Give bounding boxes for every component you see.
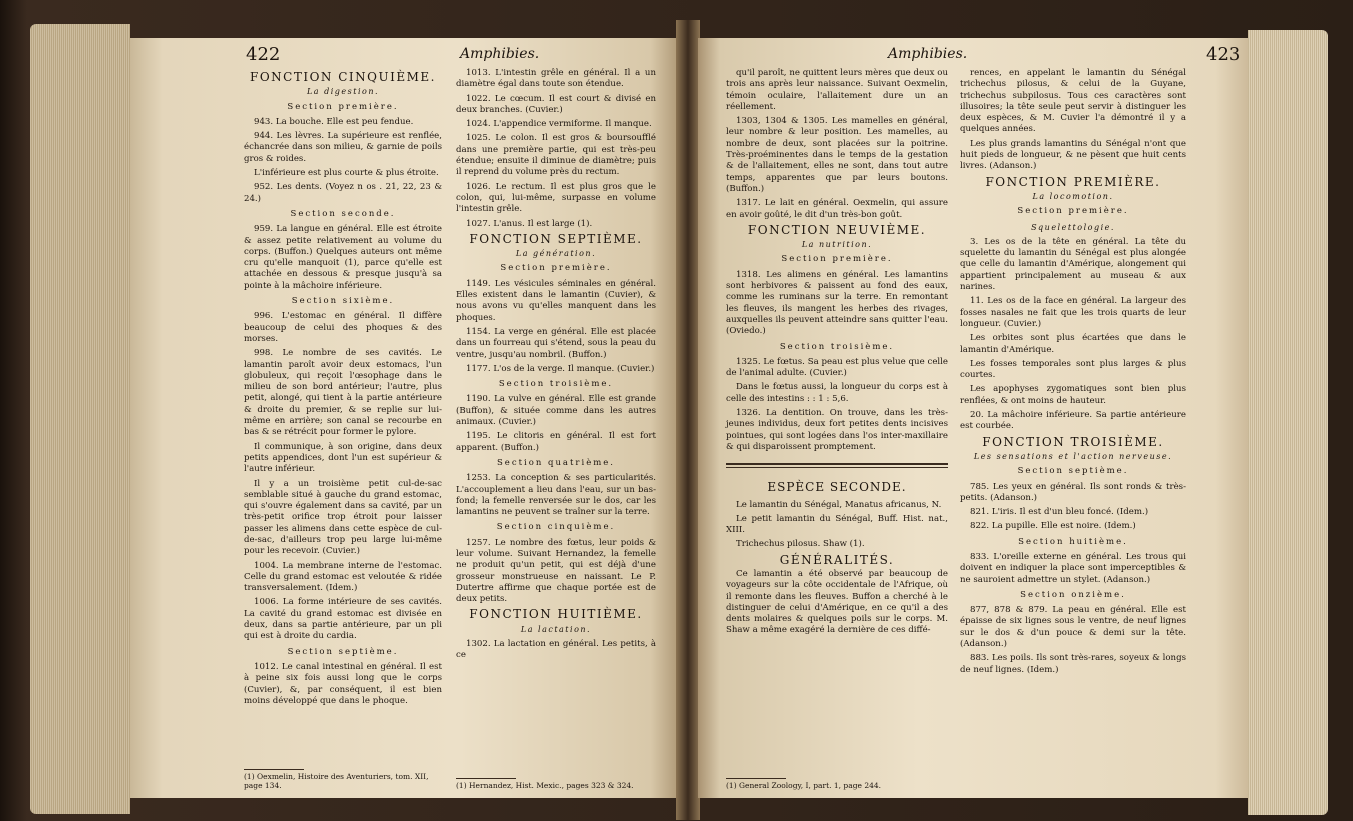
- footnote: (1) Oexmelin, Histoire des Aventuriers, tom. XII, page 134.: [244, 769, 442, 790]
- paragraph: 1006. La forme intérieure de ses cavités. La cavité du grand estomac est divisée en deux, dans sa partie antérieure, par un pli qui est à droite du cardia.: [244, 597, 442, 642]
- paragraph: 996. L'estomac en général. Il diffère beaucoup de celui des phoques & des morses.: [244, 311, 442, 344]
- paragraph: 877, 878 & 879. La peau en général. Elle est épaisse de six lignes sous le ventre, de neuf lignes sur le dos & d'un pouce & demi sur la tête. (Adanson.): [960, 605, 1186, 650]
- paragraph: 998. Le nombre de ses cavités. Le lamantin paroît avoir deux estomacs, l'un globuleux, qui reçoit l'œsophage dans le milieu de son bord antérieur; l'autre, plus petit, alongé, qui tient à la partie antérieure & droite du premier, & se replie sur lui-même en arrière; son canal se recourbe en bas & se rétrécit pour former le pylore.: [244, 348, 442, 438]
- paragraph: 1154. La verge en général. Elle est placée dans un fourreau qui s'étend, sous la peau du ventre, jusqu'au nombril. (Buffon.): [456, 326, 656, 360]
- left-page: [130, 38, 678, 798]
- paragraph: 11. Les os de la face en général. La largeur des fosses nasales ne fait que les trois quarts de leur longueur. (Cuvier.): [960, 296, 1186, 329]
- paragraph: 943. La bouche. Elle est peu fendue.: [254, 116, 414, 127]
- section-heading: FONCTION HUITIÈME.: [469, 607, 643, 622]
- section-title: Section première.: [781, 254, 893, 265]
- right-page: [698, 38, 1248, 798]
- section-title: Section première.: [287, 101, 399, 112]
- subheading: La digestion.: [306, 87, 380, 97]
- paragraph: 833. L'oreille externe en général. Les trous qui doivent en indiquer la place sont imperceptibles & ne sauroient admettre un stylet. (Adanson.): [960, 551, 1186, 585]
- paragraph: 1253. La conception & ses particularités. L'accouplement a lieu dans l'eau, sur un bas-fond; la femelle renversée sur le dos, car les lamantins ne peuvent se traîner sur la terre.: [456, 473, 656, 518]
- section-title: Section septième.: [1017, 466, 1129, 477]
- paragraph: 20. La mâchoire inférieure. Sa partie antérieure est courbée.: [960, 410, 1186, 432]
- paragraph: Les apophyses zygomatiques sont bien plus renflées, & ont moins de hauteur.: [960, 384, 1186, 406]
- paragraph: 1325. Le fœtus. Sa peau est plus velue que celle de l'animal adulte. (Cuvier.): [726, 356, 948, 379]
- paragraph: 883. Les poils. Ils sont très-rares, soyeux & longs de neuf lignes. (Idem.): [960, 653, 1186, 675]
- paragraph: 1317. Le lait en général. Oexmelin, qui assure en avoir goûté, le dit d'un très-bon goût.: [726, 198, 948, 220]
- paragraph: Le petit lamantin du Sénégal, Buff. Hist. nat., XIII.: [726, 513, 948, 536]
- paragraph: 1177. L'os de la verge. Il manque. (Cuvier.): [466, 363, 655, 374]
- page-edges-left: [30, 24, 130, 814]
- paragraph: 1022. Le cœcum. Il est court & divisé en deux branches. (Cuvier.): [456, 93, 656, 115]
- paragraph: 952. Les dents. (Voyez n os . 21, 22, 23 & 24.): [244, 182, 442, 204]
- section-title: Section quatrième.: [496, 457, 616, 468]
- section-heading: GÉNÉRALITÉS.: [779, 552, 895, 567]
- subheading: Les sensations et l'action nerveuse.: [973, 451, 1173, 461]
- paragraph: rences, en appelant le lamantin du Sénégal trichechus pilosus, & celui de la Guyane, trichechus subpilosus. Tous ces caractères sont illusoires; la tête seule peut servir à distinguer les deux espèces, & M. Cuvier l'a démontré il y a quelques années.: [960, 68, 1186, 135]
- paragraph: 785. Les yeux en général. Ils sont ronds & très-petits. (Adanson.): [960, 481, 1186, 503]
- right-column-1: [726, 68, 948, 640]
- paragraph: L'inférieure est plus courte & plus étroite.: [254, 168, 439, 179]
- paragraph: 1149. Les vésicules séminales en général. Elles existent dans le lamantin (Cuvier), & nous avons vu qu'elles manquent dans les phoques.: [456, 278, 656, 323]
- paragraph: 821. L'iris. Il est d'un bleu foncé. (Idem.): [970, 507, 1149, 518]
- paragraph: 1303, 1304 & 1305. Les mamelles en général, leur nombre & leur position. Les mamelles, au nombre de deux, sont placées sur la poitrine. Très-proéminentes dans le temps de la gestation & de l'allaitement, elles ne sont, dans tout autre temps, apparentes que par leurs boutons. (Buffon.): [726, 116, 948, 194]
- page-number: 423: [1206, 44, 1241, 65]
- species-heading: ESPÈCE SECONDE.: [767, 480, 907, 495]
- page-edges-right: [1248, 30, 1328, 815]
- page-number: 422: [246, 44, 281, 65]
- paragraph: Les fosses temporales sont plus larges & plus courtes.: [960, 358, 1186, 381]
- running-head: Amphibies.: [888, 46, 968, 62]
- section-heading: FONCTION SEPTIÈME.: [469, 231, 643, 246]
- paragraph: 1257. Le nombre des fœtus, leur poids & leur volume. Suivant Hernandez, la femelle ne produit qu'un petit, qui est déjà d'une grosseur monstrueuse en naissant. Le P. Dutertre affirme que chaque portée est de deux petits.: [456, 537, 656, 605]
- subheading: La locomotion.: [1032, 191, 1114, 201]
- section-heading: FONCTION PREMIÈRE.: [985, 174, 1161, 189]
- left-column-2: [456, 68, 656, 665]
- paragraph: 1318. Les alimens en général. Les lamantins sont herbivores & paissent au fond des eaux, comme les ruminans sur la terre. En remontant les fleuves, ils mangent les herbes des rivages, auxquelles ils peuvent atteindre sans quitter l'eau. (Oviedo.): [726, 269, 948, 337]
- section-title: Section onzième.: [1020, 589, 1126, 600]
- double-rule: [726, 463, 948, 468]
- paragraph: 1013. L'intestin grêle en général. Il a un diamètre égal dans toute son étendue.: [456, 68, 656, 90]
- paragraph: 1302. La lactation en général. Les petits, à ce: [456, 639, 656, 661]
- section-title: Section huitième.: [1018, 536, 1128, 547]
- paragraph: 1326. La dentition. On trouve, dans les très-jeunes individus, deux fort petites dents incisives pointues, qui sont logées dans l'os inter-maxillaire & qui disparoissent promptement.: [726, 408, 948, 452]
- section-heading: FONCTION NEUVIÈME.: [747, 222, 927, 237]
- subheading: La lactation.: [520, 624, 592, 634]
- paragraph: 944. Les lèvres. La supérieure est renflée, échancrée dans son milieu, & garnie de poils gros & roides.: [244, 131, 442, 164]
- paragraph: Les plus grands lamantins du Sénégal n'ont que huit pieds de longueur, & ne pèsent que huit cents livres. (Adanson.): [960, 138, 1186, 172]
- paragraph: Les orbites sont plus écartées que dans le lamantin d'Amérique.: [960, 333, 1186, 355]
- paragraph: 1190. La vulve en général. Elle est grande (Buffon), & située comme dans les autres animaux. (Cuvier.): [456, 394, 656, 428]
- footnote: (1) General Zoology, I, part. 1, page 244.: [726, 778, 948, 790]
- subheading: Squelettologie.: [1031, 222, 1115, 232]
- left-column-1: [244, 68, 442, 710]
- paragraph: 1026. Le rectum. Il est plus gros que le colon, qui, lui-même, surpasse en volume l'intestin grêle.: [456, 181, 656, 215]
- paragraph: 1024. L'appendice vermiforme. Il manque.: [466, 119, 652, 130]
- paragraph: 1012. Le canal intestinal en général. Il est à peine six fois aussi long que le corps (Cuvier), &, par conséquent, il est bien moins développé que dans le phoque.: [244, 661, 442, 706]
- paragraph: Il communique, à son origine, dans deux petits appendices, dont l'un est supérieur & l'autre inférieur.: [244, 441, 442, 475]
- section-title: Section sixième.: [291, 296, 395, 307]
- section-heading: FONCTION TROISIÈME.: [982, 434, 1164, 449]
- paragraph: Le lamantin du Sénégal, Manatus africanus, N.: [736, 499, 942, 510]
- paragraph: 959. La langue en général. Elle est étroite & assez petite relativement au volume du corps. (Buffon.) Quelques auteurs ont même cru qu'elle manquoit (1), parce qu'elle est attachée en dessous & presque jusqu'à sa pointe à la mâchoire inférieure.: [244, 224, 442, 291]
- paragraph: Dans le fœtus aussi, la longueur du corps est à celle des intestins : : 1 : 5,6.: [726, 382, 948, 404]
- paragraph: 1004. La membrane interne de l'estomac. Celle du grand estomac est veloutée & ridée transversalement. (Idem.): [244, 560, 442, 594]
- paragraph: 1025. Le colon. Il est gros & boursoufflé dans une première partie, qui est très-peu étendue; ensuite il diminue de diamètre; puis il reprend du volume près du rectum.: [456, 133, 656, 178]
- paragraph: 822. La pupille. Elle est noire. (Idem.): [970, 521, 1136, 532]
- book-gutter: [676, 20, 700, 820]
- paragraph: 3. Les os de la tête en général. La tête du squelette du lamantin du Sénégal est plus alongée que celle du lamantin d'Amérique, alongement qui appartient principalement au museau & aux narines.: [960, 236, 1186, 293]
- footnote: (1) Hernandez, Hist. Mexic., pages 323 & 324.: [456, 778, 656, 790]
- section-title: Section septième.: [287, 646, 399, 657]
- paragraph: Ce lamantin a été observé par beaucoup de voyageurs sur la côte occidentale de l'Afrique, où il remonte dans les fleuves. Buffon a cherché à le distinguer de celui d'Amérique, en ce qu'il a des dents molaires & quelques poils sur le corps. M. Shaw a même exagéré la dernière de ces diffé-: [726, 568, 948, 636]
- paragraph: 1195. Le clitoris en général. Il est fort apparent. (Buffon.): [456, 431, 656, 453]
- paragraph: Il y a un troisième petit cul-de-sac semblable situé à gauche du grand estomac, qui s'ouvre également dans sa cavité, par un très-petit orifice trop étroit pour laisser passer les alimens dans cette espèce de cul-de-sac, d'ailleurs trop peu large lui-même pour les recevoir. (Cuvier.): [244, 478, 442, 557]
- running-head: Amphibies.: [460, 46, 540, 62]
- section-heading: FONCTION CINQUIÈME.: [250, 70, 436, 84]
- paragraph: Trichechus pilosus. Shaw (1).: [736, 539, 865, 550]
- subheading: La nutrition.: [801, 240, 873, 250]
- section-title: Section seconde.: [290, 208, 396, 219]
- paragraph: 1027. L'anus. Il est large (1).: [466, 218, 593, 229]
- right-column-2: [960, 68, 1186, 679]
- subheading: La génération.: [515, 249, 597, 259]
- section-title: Section cinquième.: [496, 522, 616, 533]
- section-title: Section troisième.: [498, 379, 614, 390]
- section-title: Section première.: [500, 263, 612, 274]
- paragraph: qu'il paroît, ne quittent leurs mères que deux ou trois ans après leur naissance. Suivant Oexmelin, témoin oculaire, l'allaitement dure un an réellement.: [726, 68, 948, 112]
- section-title: Section première.: [1017, 206, 1129, 217]
- section-title: Section troisième.: [779, 341, 895, 352]
